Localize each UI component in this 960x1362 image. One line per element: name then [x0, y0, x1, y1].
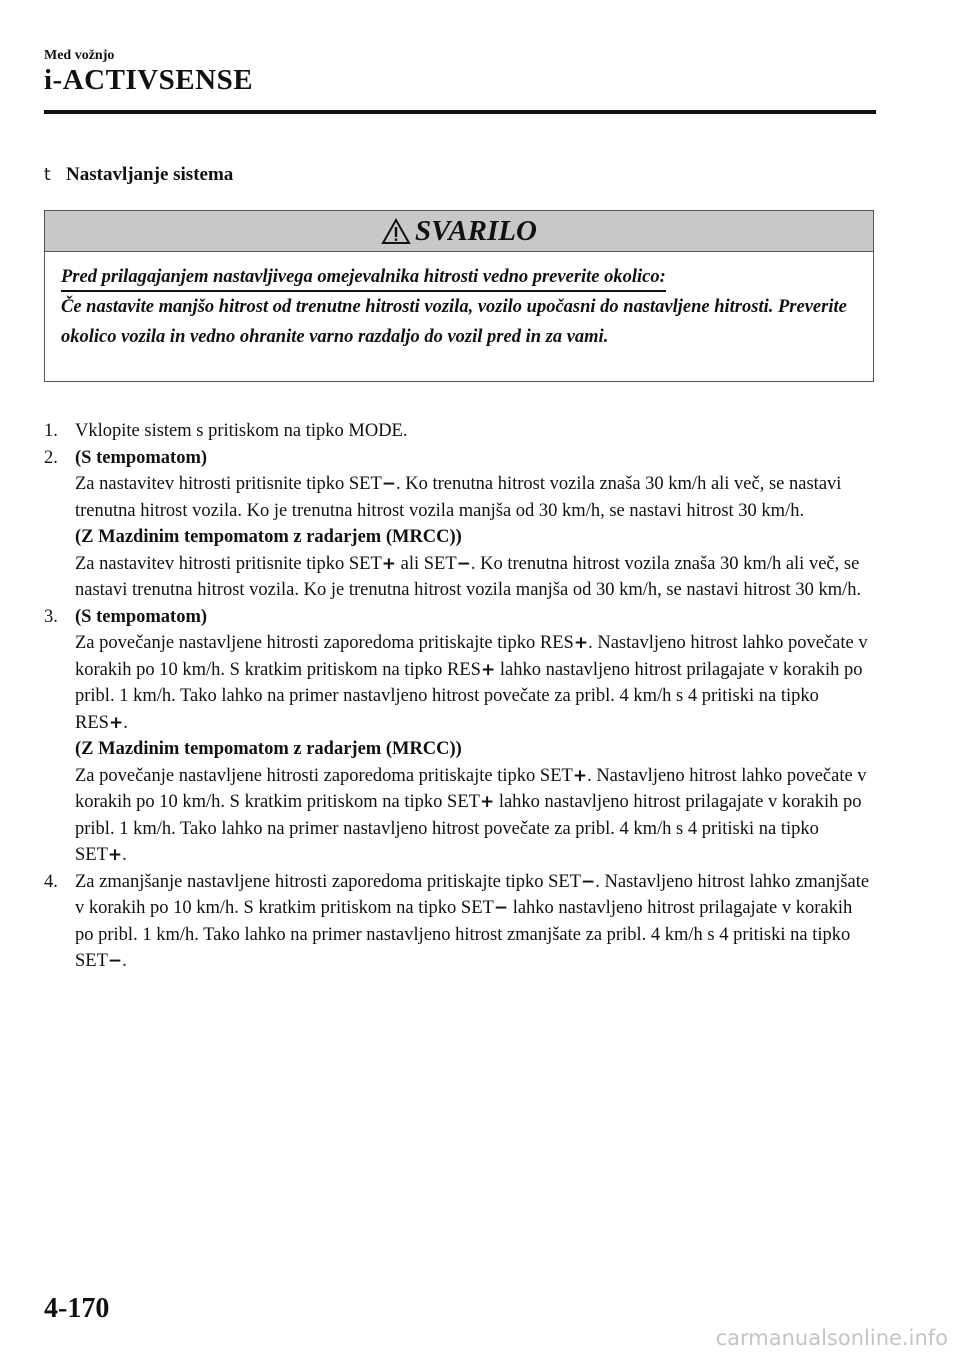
- subheading-cruise: (S tempomatom): [75, 606, 208, 627]
- step-paragraph: Za nastavitev hitrosti pritisnite tipko SET+ ali SET−. Ko trenutna hitrost vozila znaša 30 km/h ali več, se nastavi trenutna hitrost vozila. Ko je trenutna hitrost vozila manjša od 30 km/h, se nastavi hitrost 30 km/h.: [75, 553, 862, 600]
- watermark: carmanualsonline.info: [715, 1326, 948, 1350]
- step-1: [44, 418, 874, 445]
- minus-icon: −: [107, 951, 123, 971]
- warning-text: [45, 252, 873, 352]
- plus-icon: +: [479, 792, 495, 812]
- minus-icon: −: [381, 474, 396, 494]
- warning-lead: Pred prilagajanjem nastavljivega omejevalnika hitrosti vedno preverite okolico:: [61, 264, 666, 292]
- plus-icon: +: [107, 845, 123, 865]
- warning-triangle-icon: [381, 218, 411, 245]
- plus-icon: +: [573, 633, 589, 653]
- plus-icon: +: [381, 553, 396, 574]
- chapter-label: Med vožnjo: [44, 48, 115, 63]
- step-paragraph: Za zmanjšanje nastavljene hitrosti zaporedoma pritiskajte tipko SET−. Nastavljeno hitrost lahko zmanjšate v korakih po 10 km/h. S kratkim pritiskom na tipko SET− lahko nastavljeno hitrost prilagajate v korakih po pribl. 1 km/h. Tako lahko na primer nastavljeno hitrost zmanjšate za pribl. 4 km/h s 4 pritiski na tipko SET−.: [75, 871, 870, 971]
- page-number: 4-170: [44, 1293, 110, 1324]
- step-2: [44, 445, 874, 604]
- step-3: [44, 604, 874, 869]
- subheading-mrcc: (Z Mazdinim tempomatom z radarjem (MRCC)): [75, 739, 462, 759]
- minus-icon: −: [581, 871, 596, 892]
- page-title: i-ACTIVSENSE: [44, 64, 254, 96]
- step-number: 1.: [44, 421, 58, 441]
- warning-body: Če nastavite manjšo hitrost od trenutne hitrosti vozila, vozilo upočasni do nastavljene hitrosti. Preverite okolico vozila in vedno ohranite varno razdaljo do vozil pred in za vami.: [61, 297, 847, 347]
- plus-icon: +: [480, 659, 496, 680]
- step-paragraph: Za povečanje nastavljene hitrosti zaporedoma pritiskajte tipko RES+. Nastavljeno hitrost lahko povečate v korakih po 10 km/h. S kratkim pritiskom na tipko RES+ lahko nastavljeno hitrost prilagajate v korakih po pribl. 1 km/h. Tako lahko na primer nastavljeno hitrost povečate za pribl. 4 km/h s 4 pritiski na tipko RES+.: [75, 633, 868, 733]
- plus-icon: +: [108, 712, 124, 733]
- header-divider: [44, 110, 876, 114]
- minus-icon: −: [456, 553, 471, 574]
- step-text: Vklopite sistem s pritiskom na tipko MODE.: [75, 421, 408, 441]
- step-number: 3.: [44, 606, 58, 627]
- step-number: 4.: [44, 871, 58, 892]
- step-paragraph: Za nastavitev hitrosti pritisnite tipko SET−. Ko trenutna hitrost vozila znaša 30 km/h ali več, se nastavi trenutna hitrost vozila. Ko je trenutna hitrost vozila manjša od 30 km/h, se nastavi hitrost 30 km/h.: [75, 474, 842, 521]
- plus-icon: +: [572, 765, 588, 786]
- warning-header: [45, 211, 873, 252]
- subheading-cruise: (S tempomatom): [75, 447, 208, 468]
- section-heading: [44, 164, 233, 186]
- steps-list: [44, 418, 874, 975]
- step-4: [44, 869, 874, 975]
- minus-icon: −: [493, 898, 509, 918]
- section-bullet: t: [44, 165, 51, 185]
- step-number: 2.: [44, 447, 58, 468]
- section-title: Nastavljanje sistema: [66, 164, 234, 185]
- warning-box: [44, 210, 874, 382]
- subheading-mrcc: (Z Mazdinim tempomatom z radarjem (MRCC)): [75, 527, 462, 547]
- step-paragraph: Za povečanje nastavljene hitrosti zaporedoma pritiskajte tipko SET+. Nastavljeno hitrost lahko povečate v korakih po 10 km/h. S kratkim pritiskom na tipko SET+ lahko nastavljeno hitrost prilagajate v korakih po pribl. 1 km/h. Tako lahko na primer nastavljeno hitrost povečate za pribl. 4 km/h s 4 pritiski na tipko SET+.: [75, 765, 867, 865]
- warning-title: SVARILO: [415, 214, 537, 247]
